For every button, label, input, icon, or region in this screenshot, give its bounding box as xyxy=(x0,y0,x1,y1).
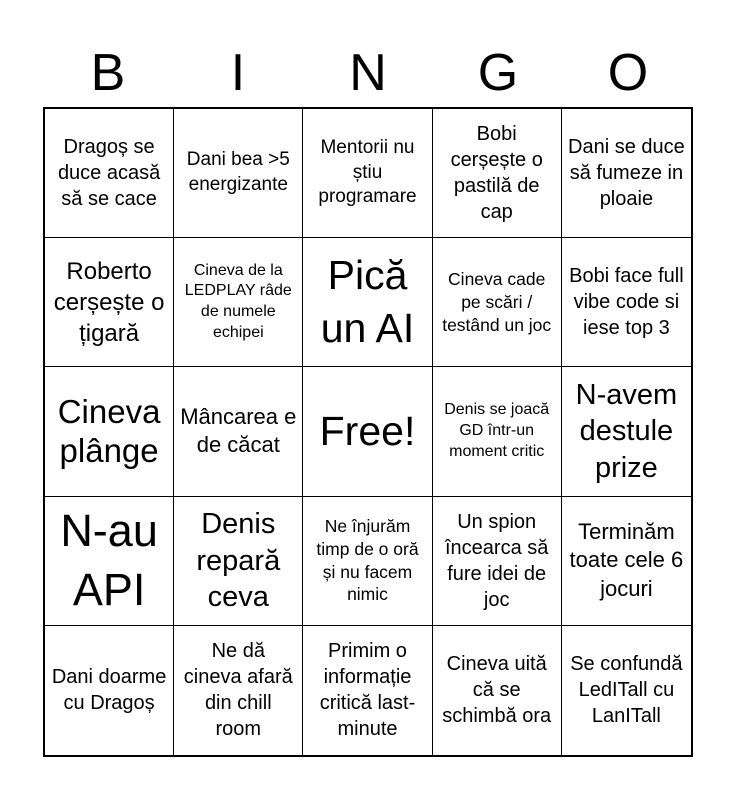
bingo-cell[interactable]: Ne înjurăm timp de o oră și nu facem nimic xyxy=(303,497,432,626)
bingo-cell[interactable]: N-au API xyxy=(45,497,174,626)
bingo-cell[interactable]: Terminăm toate cele 6 jocuri xyxy=(562,497,691,626)
bingo-cell[interactable]: Denis se joacă GD într-un moment critic xyxy=(433,367,562,496)
bingo-cell[interactable]: Roberto cerșește o țigară xyxy=(45,238,174,367)
bingo-cell[interactable]: Mâncarea e de căcat xyxy=(174,367,303,496)
bingo-cell[interactable]: Bobi face full vibe code si iese top 3 xyxy=(562,238,691,367)
bingo-cell[interactable]: Un spion încearca să fure idei de joc xyxy=(433,497,562,626)
header-letter-b: B xyxy=(90,44,126,102)
bingo-cell[interactable]: Ne dă cineva afară din chill room xyxy=(174,626,303,755)
bingo-cell[interactable]: N-avem destule prize xyxy=(562,367,691,496)
bingo-header xyxy=(43,38,693,108)
bingo-grid xyxy=(43,107,693,757)
bingo-cell[interactable]: Pică un AI xyxy=(303,238,432,367)
bingo-cell[interactable]: Cineva de la LEDPLAY râde de numele echipei xyxy=(174,238,303,367)
bingo-cell[interactable]: Cineva cade pe scări / testând un joc xyxy=(433,238,562,367)
bingo-cell[interactable]: Dani bea >5 energizante xyxy=(174,109,303,238)
free-cell[interactable]: Free! xyxy=(303,367,432,496)
bingo-cell[interactable]: Dani se duce să fumeze in ploaie xyxy=(562,109,691,238)
bingo-cell[interactable]: Dani doarme cu Dragoș xyxy=(45,626,174,755)
bingo-cell[interactable]: Primim o informație critică last-minute xyxy=(303,626,432,755)
header-letter-o: O xyxy=(607,44,649,102)
bingo-cell[interactable]: Denis repară ceva xyxy=(174,497,303,626)
bingo-cell[interactable]: Dragoș se duce acasă să se cace xyxy=(45,109,174,238)
header-letter-g: G xyxy=(477,44,519,102)
bingo-cell[interactable]: Se confundă LedITall cu LanITall xyxy=(570,653,683,728)
header-letter-n: N xyxy=(349,44,387,102)
bingo-cell[interactable]: Cineva uită că se schimbă ora xyxy=(433,626,562,755)
header-letter-i: I xyxy=(230,44,246,102)
bingo-cell[interactable]: Mentorii nu știu programare xyxy=(303,109,432,238)
bingo-cell[interactable]: Bobi cerșește o pastilă de cap xyxy=(433,109,562,238)
bingo-cell[interactable]: Cineva plânge xyxy=(45,367,174,496)
